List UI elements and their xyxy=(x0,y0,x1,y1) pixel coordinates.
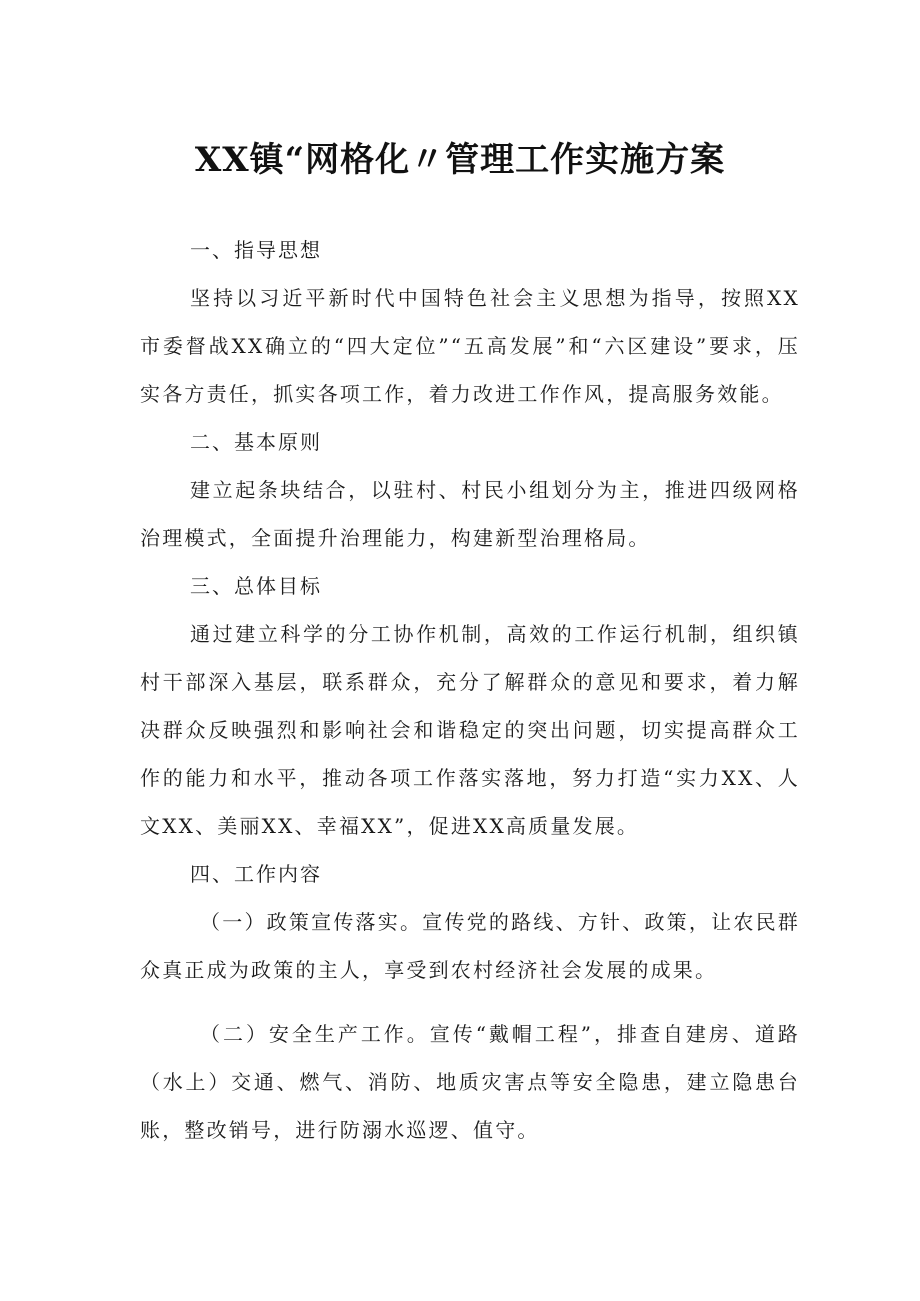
paragraph-spacer xyxy=(140,994,800,1010)
paragraph-safety-production: （二）安全生产工作。宣传“戴帽工程”，排查自建房、道路（水上）交通、燃气、消防、地质灾害点等安全隐患，建立隐患台账，整改销号，进行防溺水巡逻、值守。 xyxy=(140,1022,800,1142)
section-heading-guiding-ideology: 一、指导思想 xyxy=(190,238,322,262)
paragraph-overall-goals: 通过建立科学的分工协作机制，高效的工作运行机制，组织镇村干部深入基层，联系群众，充分了解群众的意见和要求，着力解决群众反映强烈和影响社会和谐稳定的突出问题，切实提高群众工作的能力和水平，推动各项工作落实落地，努力打造“实力XX、人文XX、美丽XX、幸福XX”，促进XX高质量发展。 xyxy=(140,622,800,838)
section-heading-basic-principles: 二、基本原则 xyxy=(190,430,322,454)
document-title: XX镇“网格化〃管理工作实施方案 xyxy=(194,140,726,180)
section-heading-overall-goals: 三、总体目标 xyxy=(190,574,322,598)
paragraph-guiding-ideology: 坚持以习近平新时代中国特色社会主义思想为指导，按照XX市委督战XX确立的“四大定位”“五高发展”和“六区建设”要求，压实各方责任，抓实各项工作，着力改进工作作风，提高服务效能。 xyxy=(140,286,800,406)
paragraph-policy-publicity: （一）政策宣传落实。宣传党的路线、方针、政策，让农民群众真正成为政策的主人，享受到农村经济社会发展的成果。 xyxy=(140,910,800,982)
paragraph-basic-principles: 建立起条块结合，以驻村、村民小组划分为主，推进四级网格治理模式，全面提升治理能力，构建新型治理格局。 xyxy=(140,478,800,550)
section-heading-work-content: 四、工作内容 xyxy=(190,862,322,886)
document-body xyxy=(140,226,800,1154)
